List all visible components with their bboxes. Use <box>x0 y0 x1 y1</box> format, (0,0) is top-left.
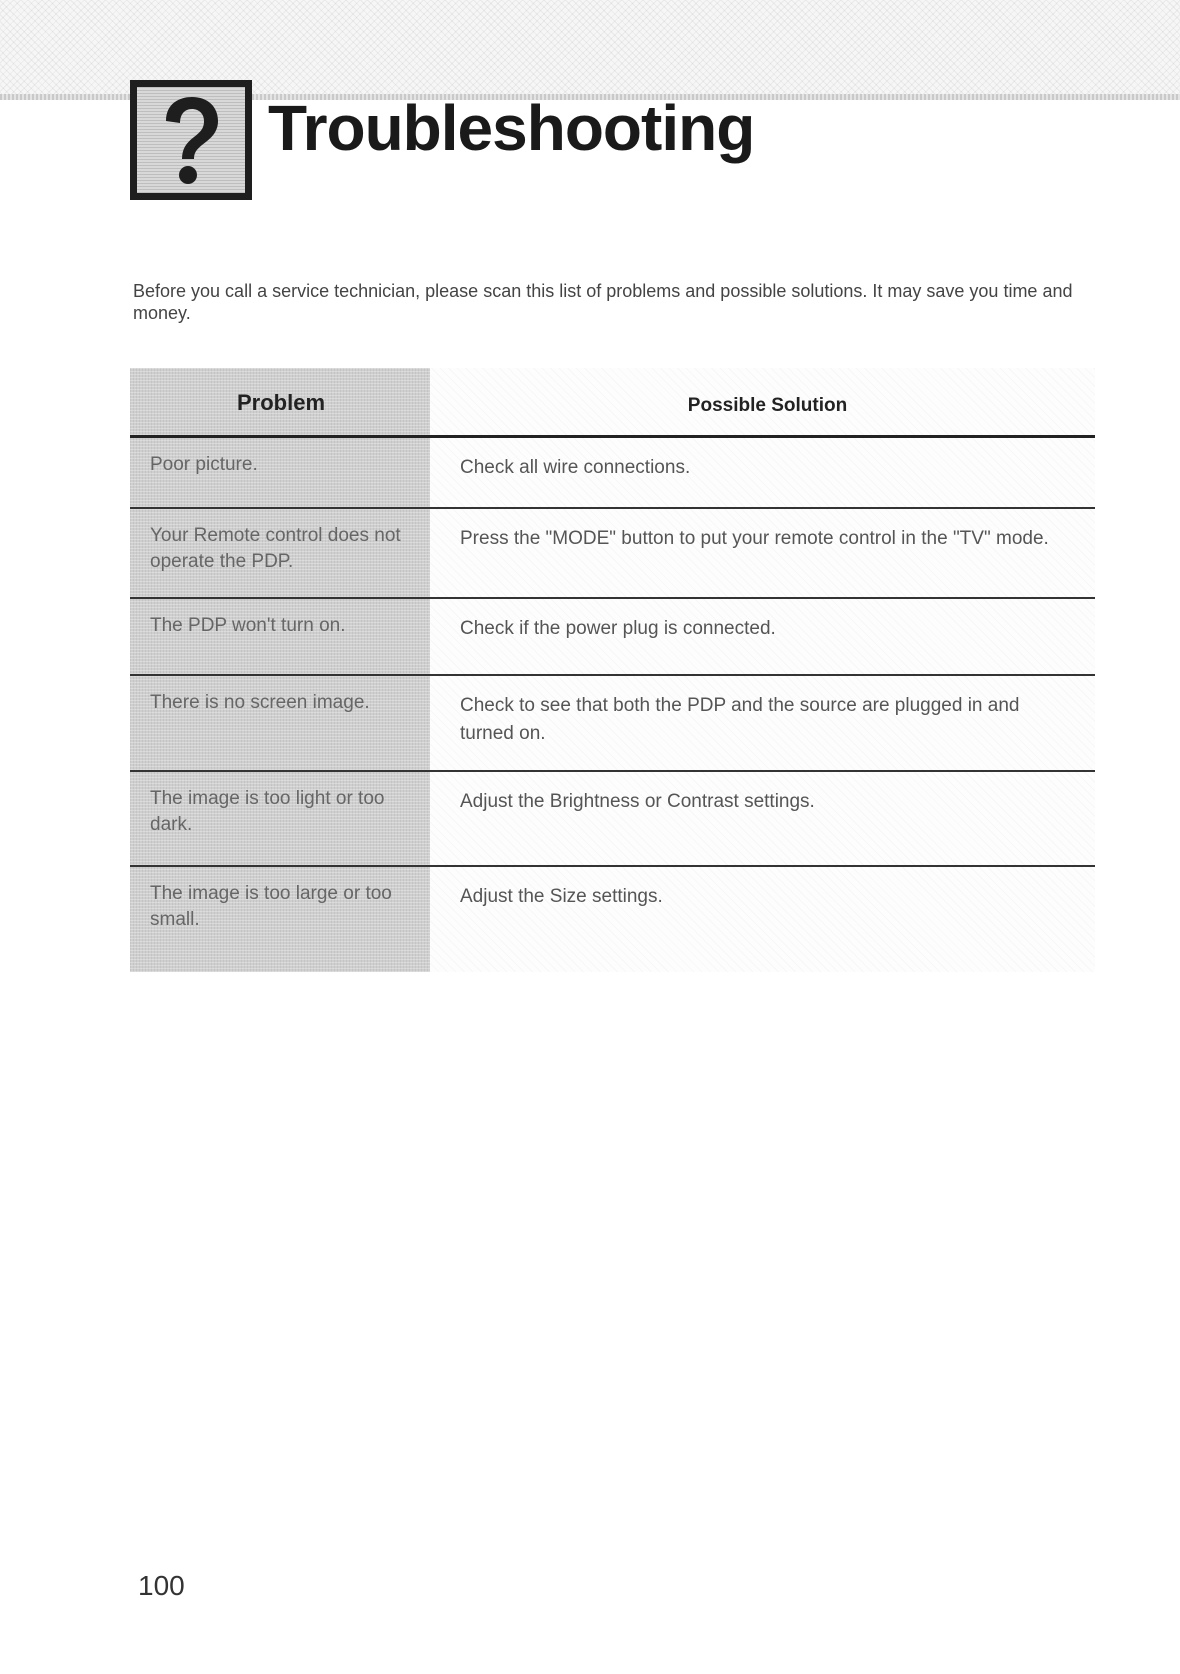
solution-cell: Check to see that both the PDP and the source are plugged in and turned on. <box>430 676 1095 770</box>
header-problem: Problem <box>130 368 430 435</box>
header-possible-solution: Possible Solution <box>430 368 1095 435</box>
solution-cell: Adjust the Size settings. <box>430 867 1095 972</box>
problem-cell: Poor picture. <box>130 438 430 507</box>
question-mark-icon-inner <box>137 87 245 193</box>
table-row <box>130 599 1095 676</box>
table-row <box>130 509 1095 599</box>
table-row <box>130 676 1095 772</box>
solution-cell: Adjust the Brightness or Contrast settings. <box>430 772 1095 865</box>
question-mark-glyph <box>156 93 226 187</box>
solution-cell: Press the "MODE" button to put your remote control in the "TV" mode. <box>430 509 1095 597</box>
table-row <box>130 867 1095 972</box>
solution-cell: Check if the power plug is connected. <box>430 599 1095 674</box>
troubleshooting-table <box>130 368 1095 972</box>
problem-cell: There is no screen image. <box>130 676 430 770</box>
intro-paragraph: Before you call a service technician, please scan this list of problems and possible solutions. It may save you time and money. <box>133 281 1073 323</box>
page-title: Troubleshooting <box>268 92 755 164</box>
problem-cell: The PDP won't turn on. <box>130 599 430 674</box>
problem-cell: The image is too large or too small. <box>130 867 430 972</box>
question-mark-icon <box>130 80 252 200</box>
problem-cell: The image is too light or too dark. <box>130 772 430 865</box>
solution-cell: Check all wire connections. <box>430 438 1095 507</box>
page-number: 100 <box>138 1570 185 1601</box>
table-row <box>130 772 1095 867</box>
table-header-row <box>130 368 1095 438</box>
table-row <box>130 438 1095 509</box>
problem-cell: Your Remote control does not operate the PDP. <box>130 509 430 597</box>
